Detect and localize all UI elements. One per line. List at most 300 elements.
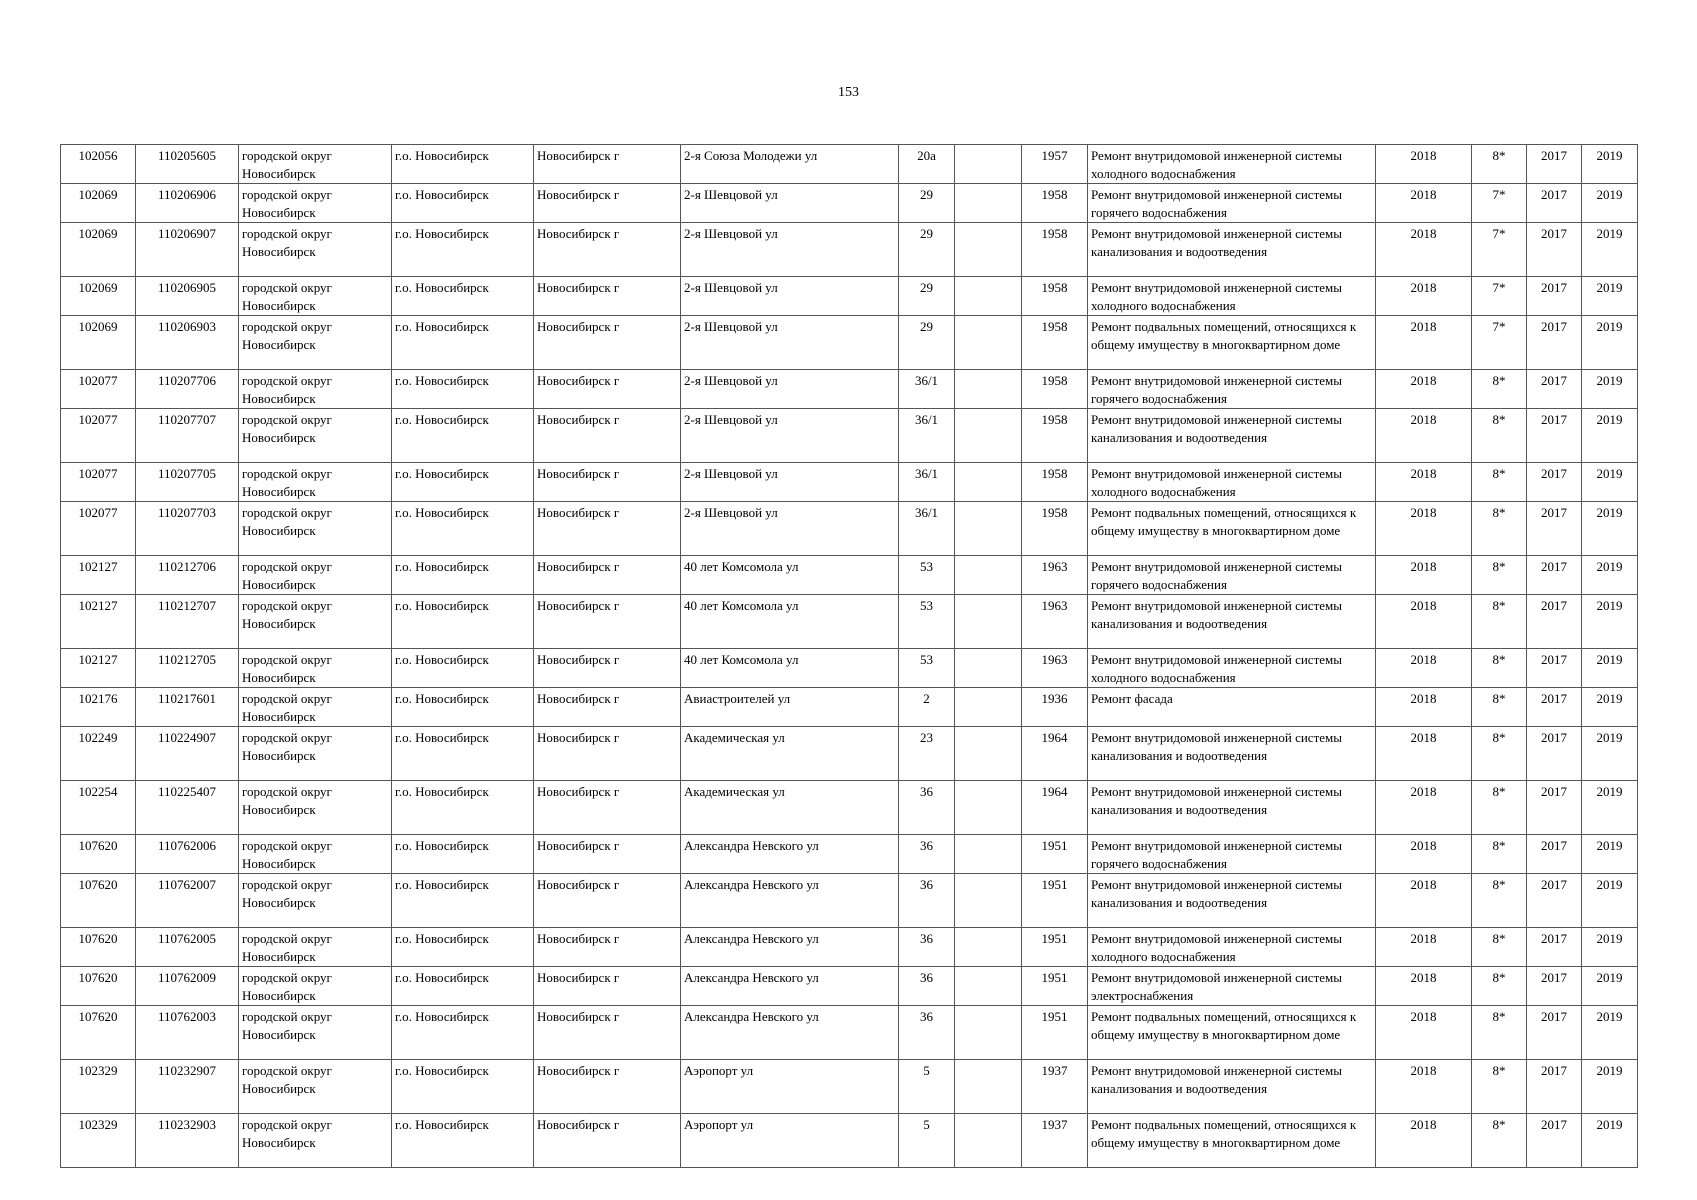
cell-municipality: г.о. Новосибирск: [392, 463, 534, 502]
cell-district: городской округ Новосибирск: [239, 223, 392, 277]
cell-plan-year: 2018: [1376, 727, 1472, 781]
cell-year-built: 1951: [1022, 928, 1088, 967]
cell-year-to: 2019: [1582, 502, 1638, 556]
cell-year-built: 1936: [1022, 688, 1088, 727]
cell-plan-year: 2018: [1376, 1006, 1472, 1060]
cell-year-from: 2017: [1527, 688, 1582, 727]
cell-work-type: Ремонт фасада: [1088, 688, 1376, 727]
cell-year-to: 2019: [1582, 1114, 1638, 1168]
cell-locality: Новосибирск г: [534, 835, 681, 874]
table-row: [61, 835, 1638, 874]
cell-year-built: 1958: [1022, 223, 1088, 277]
table-row: [61, 463, 1638, 502]
cell-priority: 8*: [1472, 1114, 1527, 1168]
cell-priority: 8*: [1472, 727, 1527, 781]
cell-work-type: Ремонт внутридомовой инженерной системы холодного водоснабжения: [1088, 463, 1376, 502]
cell-year-to: 2019: [1582, 409, 1638, 463]
cell-work-type: Ремонт внутридомовой инженерной системы канализования и водоотведения: [1088, 727, 1376, 781]
cell-id: 102127: [61, 556, 136, 595]
cell-municipality: г.о. Новосибирск: [392, 184, 534, 223]
cell-district: городской округ Новосибирск: [239, 688, 392, 727]
cell-street: 2-я Шевцовой ул: [681, 409, 899, 463]
table-row: [61, 1060, 1638, 1114]
cell-id: 102077: [61, 370, 136, 409]
cell-house: 53: [899, 649, 955, 688]
cell-year-from: 2017: [1527, 781, 1582, 835]
cell-year-from: 2017: [1527, 967, 1582, 1006]
cell-year-to: 2019: [1582, 277, 1638, 316]
cell-district: городской округ Новосибирск: [239, 145, 392, 184]
cell-municipality: г.о. Новосибирск: [392, 928, 534, 967]
cell-plan-year: 2018: [1376, 874, 1472, 928]
cell-id: 102069: [61, 223, 136, 277]
cell-house: 36/1: [899, 463, 955, 502]
cell-district: городской округ Новосибирск: [239, 874, 392, 928]
cell-year-from: 2017: [1527, 145, 1582, 184]
cell-locality: Новосибирск г: [534, 502, 681, 556]
cell-house: 53: [899, 595, 955, 649]
cell-code: 110212706: [136, 556, 239, 595]
cell-district: городской округ Новосибирск: [239, 1060, 392, 1114]
cell-district: городской округ Новосибирск: [239, 1114, 392, 1168]
cell-district: городской округ Новосибирск: [239, 556, 392, 595]
cell-street: 2-я Шевцовой ул: [681, 370, 899, 409]
cell-priority: 8*: [1472, 688, 1527, 727]
cell-year-built: 1951: [1022, 967, 1088, 1006]
cell-priority: 8*: [1472, 928, 1527, 967]
cell-locality: Новосибирск г: [534, 145, 681, 184]
cell-extra: [955, 928, 1022, 967]
cell-extra: [955, 145, 1022, 184]
cell-id: 102329: [61, 1060, 136, 1114]
cell-street: Академическая ул: [681, 727, 899, 781]
cell-locality: Новосибирск г: [534, 409, 681, 463]
cell-street: 2-я Шевцовой ул: [681, 316, 899, 370]
table-row: [61, 1006, 1638, 1060]
cell-work-type: Ремонт внутридомовой инженерной системы электроснабжения: [1088, 967, 1376, 1006]
cell-year-from: 2017: [1527, 409, 1582, 463]
cell-work-type: Ремонт внутридомовой инженерной системы канализования и водоотведения: [1088, 409, 1376, 463]
cell-district: городской округ Новосибирск: [239, 595, 392, 649]
cell-district: городской округ Новосибирск: [239, 316, 392, 370]
cell-street: Александра Невского ул: [681, 835, 899, 874]
cell-code: 110207703: [136, 502, 239, 556]
cell-street: 2-я Шевцовой ул: [681, 184, 899, 223]
cell-street: 40 лет Комсомола ул: [681, 649, 899, 688]
cell-house: 36: [899, 781, 955, 835]
cell-code: 110762006: [136, 835, 239, 874]
cell-municipality: г.о. Новосибирск: [392, 649, 534, 688]
cell-locality: Новосибирск г: [534, 967, 681, 1006]
cell-street: Александра Невского ул: [681, 967, 899, 1006]
cell-district: городской округ Новосибирск: [239, 277, 392, 316]
cell-street: Александра Невского ул: [681, 874, 899, 928]
cell-house: 36: [899, 1006, 955, 1060]
cell-year-from: 2017: [1527, 277, 1582, 316]
cell-year-from: 2017: [1527, 184, 1582, 223]
cell-house: 36: [899, 928, 955, 967]
cell-year-built: 1951: [1022, 835, 1088, 874]
table-row: [61, 781, 1638, 835]
cell-year-built: 1958: [1022, 502, 1088, 556]
cell-code: 110212707: [136, 595, 239, 649]
cell-code: 110762005: [136, 928, 239, 967]
cell-district: городской округ Новосибирск: [239, 370, 392, 409]
cell-locality: Новосибирск г: [534, 1060, 681, 1114]
cell-municipality: г.о. Новосибирск: [392, 409, 534, 463]
table-row: [61, 409, 1638, 463]
cell-year-built: 1963: [1022, 649, 1088, 688]
table-row: [61, 316, 1638, 370]
cell-house: 29: [899, 277, 955, 316]
cell-id: 102329: [61, 1114, 136, 1168]
cell-street: 2-я Шевцовой ул: [681, 463, 899, 502]
cell-locality: Новосибирск г: [534, 184, 681, 223]
cell-extra: [955, 184, 1022, 223]
cell-year-to: 2019: [1582, 556, 1638, 595]
cell-year-to: 2019: [1582, 145, 1638, 184]
cell-district: городской округ Новосибирск: [239, 835, 392, 874]
cell-year-built: 1958: [1022, 277, 1088, 316]
cell-year-from: 2017: [1527, 835, 1582, 874]
cell-year-from: 2017: [1527, 595, 1582, 649]
cell-district: городской округ Новосибирск: [239, 727, 392, 781]
cell-code: 110206907: [136, 223, 239, 277]
cell-year-to: 2019: [1582, 727, 1638, 781]
cell-municipality: г.о. Новосибирск: [392, 502, 534, 556]
cell-id: 102077: [61, 463, 136, 502]
cell-municipality: г.о. Новосибирск: [392, 835, 534, 874]
table-row: [61, 277, 1638, 316]
cell-locality: Новосибирск г: [534, 556, 681, 595]
cell-plan-year: 2018: [1376, 1114, 1472, 1168]
cell-code: 110217601: [136, 688, 239, 727]
cell-house: 36: [899, 967, 955, 1006]
cell-year-built: 1963: [1022, 595, 1088, 649]
cell-locality: Новосибирск г: [534, 463, 681, 502]
cell-locality: Новосибирск г: [534, 688, 681, 727]
cell-id: 102069: [61, 184, 136, 223]
cell-plan-year: 2018: [1376, 1060, 1472, 1114]
cell-plan-year: 2018: [1376, 595, 1472, 649]
cell-extra: [955, 316, 1022, 370]
cell-id: 107620: [61, 835, 136, 874]
cell-street: 2-я Шевцовой ул: [681, 223, 899, 277]
table-row: [61, 145, 1638, 184]
cell-year-built: 1964: [1022, 727, 1088, 781]
cell-extra: [955, 727, 1022, 781]
table-row: [61, 502, 1638, 556]
cell-locality: Новосибирск г: [534, 370, 681, 409]
cell-district: городской округ Новосибирск: [239, 967, 392, 1006]
cell-year-built: 1937: [1022, 1060, 1088, 1114]
cell-house: 36: [899, 835, 955, 874]
cell-priority: 8*: [1472, 835, 1527, 874]
cell-extra: [955, 595, 1022, 649]
cell-year-from: 2017: [1527, 1060, 1582, 1114]
cell-locality: Новосибирск г: [534, 727, 681, 781]
cell-municipality: г.о. Новосибирск: [392, 595, 534, 649]
cell-work-type: Ремонт внутридомовой инженерной системы холодного водоснабжения: [1088, 145, 1376, 184]
table-row: [61, 370, 1638, 409]
table-row: [61, 874, 1638, 928]
cell-year-to: 2019: [1582, 967, 1638, 1006]
cell-work-type: Ремонт подвальных помещений, относящихся к общему имуществу в многоквартирном доме: [1088, 1006, 1376, 1060]
cell-code: 110206903: [136, 316, 239, 370]
table-row: [61, 688, 1638, 727]
cell-plan-year: 2018: [1376, 370, 1472, 409]
cell-priority: 8*: [1472, 502, 1527, 556]
cell-priority: 7*: [1472, 223, 1527, 277]
cell-work-type: Ремонт подвальных помещений, относящихся к общему имуществу в многоквартирном доме: [1088, 1114, 1376, 1168]
cell-priority: 7*: [1472, 184, 1527, 223]
table-row: [61, 595, 1638, 649]
cell-plan-year: 2018: [1376, 223, 1472, 277]
cell-id: 107620: [61, 1006, 136, 1060]
cell-municipality: г.о. Новосибирск: [392, 1006, 534, 1060]
cell-year-built: 1958: [1022, 409, 1088, 463]
cell-year-from: 2017: [1527, 1114, 1582, 1168]
cell-year-built: 1951: [1022, 1006, 1088, 1060]
cell-priority: 8*: [1472, 595, 1527, 649]
cell-locality: Новосибирск г: [534, 223, 681, 277]
cell-year-built: 1958: [1022, 463, 1088, 502]
cell-priority: 8*: [1472, 1006, 1527, 1060]
cell-extra: [955, 1006, 1022, 1060]
cell-id: 102254: [61, 781, 136, 835]
cell-id: 107620: [61, 967, 136, 1006]
cell-street: 40 лет Комсомола ул: [681, 556, 899, 595]
cell-extra: [955, 370, 1022, 409]
cell-municipality: г.о. Новосибирск: [392, 145, 534, 184]
cell-code: 110206906: [136, 184, 239, 223]
cell-code: 110207706: [136, 370, 239, 409]
cell-year-to: 2019: [1582, 463, 1638, 502]
cell-extra: [955, 835, 1022, 874]
cell-year-built: 1958: [1022, 316, 1088, 370]
cell-code: 110762003: [136, 1006, 239, 1060]
cell-extra: [955, 277, 1022, 316]
cell-extra: [955, 967, 1022, 1006]
cell-house: 29: [899, 223, 955, 277]
cell-locality: Новосибирск г: [534, 649, 681, 688]
cell-year-from: 2017: [1527, 370, 1582, 409]
cell-plan-year: 2018: [1376, 688, 1472, 727]
cell-municipality: г.о. Новосибирск: [392, 223, 534, 277]
cell-locality: Новосибирск г: [534, 595, 681, 649]
cell-year-to: 2019: [1582, 781, 1638, 835]
cell-year-to: 2019: [1582, 316, 1638, 370]
cell-priority: 7*: [1472, 316, 1527, 370]
cell-extra: [955, 649, 1022, 688]
cell-house: 36/1: [899, 502, 955, 556]
cell-year-to: 2019: [1582, 649, 1638, 688]
cell-year-to: 2019: [1582, 688, 1638, 727]
cell-year-to: 2019: [1582, 595, 1638, 649]
cell-plan-year: 2018: [1376, 781, 1472, 835]
cell-house: 36/1: [899, 409, 955, 463]
cell-code: 110225407: [136, 781, 239, 835]
cell-id: 102127: [61, 595, 136, 649]
cell-municipality: г.о. Новосибирск: [392, 1060, 534, 1114]
cell-id: 102127: [61, 649, 136, 688]
cell-district: городской округ Новосибирск: [239, 409, 392, 463]
cell-id: 102056: [61, 145, 136, 184]
cell-house: 29: [899, 316, 955, 370]
cell-work-type: Ремонт внутридомовой инженерной системы горячего водоснабжения: [1088, 835, 1376, 874]
cell-year-built: 1958: [1022, 184, 1088, 223]
cell-work-type: Ремонт внутридомовой инженерной системы горячего водоснабжения: [1088, 370, 1376, 409]
cell-code: 110762007: [136, 874, 239, 928]
cell-extra: [955, 1114, 1022, 1168]
cell-year-to: 2019: [1582, 184, 1638, 223]
table-body: [61, 145, 1638, 1168]
cell-year-to: 2019: [1582, 874, 1638, 928]
cell-year-from: 2017: [1527, 649, 1582, 688]
table-row: [61, 727, 1638, 781]
cell-year-to: 2019: [1582, 835, 1638, 874]
cell-district: городской округ Новосибирск: [239, 184, 392, 223]
cell-year-built: 1963: [1022, 556, 1088, 595]
cell-year-built: 1964: [1022, 781, 1088, 835]
cell-extra: [955, 556, 1022, 595]
cell-priority: 8*: [1472, 967, 1527, 1006]
cell-code: 110232907: [136, 1060, 239, 1114]
cell-id: 107620: [61, 874, 136, 928]
cell-district: городской округ Новосибирск: [239, 463, 392, 502]
cell-code: 110205605: [136, 145, 239, 184]
cell-id: 102077: [61, 409, 136, 463]
cell-code: 110207707: [136, 409, 239, 463]
cell-id: 102176: [61, 688, 136, 727]
cell-work-type: Ремонт внутридомовой инженерной системы канализования и водоотведения: [1088, 223, 1376, 277]
cell-work-type: Ремонт внутридомовой инженерной системы холодного водоснабжения: [1088, 277, 1376, 316]
cell-plan-year: 2018: [1376, 556, 1472, 595]
table-row: [61, 556, 1638, 595]
cell-year-from: 2017: [1527, 928, 1582, 967]
cell-plan-year: 2018: [1376, 277, 1472, 316]
cell-street: Александра Невского ул: [681, 928, 899, 967]
cell-extra: [955, 781, 1022, 835]
cell-priority: 7*: [1472, 277, 1527, 316]
cell-id: 102249: [61, 727, 136, 781]
cell-street: Авиастроителей ул: [681, 688, 899, 727]
cell-house: 36/1: [899, 370, 955, 409]
cell-code: 110212705: [136, 649, 239, 688]
cell-year-from: 2017: [1527, 556, 1582, 595]
cell-extra: [955, 874, 1022, 928]
cell-work-type: Ремонт подвальных помещений, относящихся к общему имуществу в многоквартирном доме: [1088, 316, 1376, 370]
cell-locality: Новосибирск г: [534, 874, 681, 928]
cell-municipality: г.о. Новосибирск: [392, 277, 534, 316]
cell-extra: [955, 502, 1022, 556]
cell-year-from: 2017: [1527, 223, 1582, 277]
cell-municipality: г.о. Новосибирск: [392, 874, 534, 928]
cell-district: городской округ Новосибирск: [239, 502, 392, 556]
cell-municipality: г.о. Новосибирск: [392, 781, 534, 835]
cell-priority: 8*: [1472, 649, 1527, 688]
cell-extra: [955, 1060, 1022, 1114]
cell-id: 107620: [61, 928, 136, 967]
table-row: [61, 184, 1638, 223]
cell-municipality: г.о. Новосибирск: [392, 370, 534, 409]
cell-year-from: 2017: [1527, 316, 1582, 370]
cell-year-built: 1937: [1022, 1114, 1088, 1168]
table-row: [61, 967, 1638, 1006]
cell-year-from: 2017: [1527, 463, 1582, 502]
cell-street: 2-я Шевцовой ул: [681, 277, 899, 316]
cell-priority: 8*: [1472, 1060, 1527, 1114]
cell-code: 110224907: [136, 727, 239, 781]
cell-priority: 8*: [1472, 409, 1527, 463]
cell-street: 40 лет Комсомола ул: [681, 595, 899, 649]
cell-year-from: 2017: [1527, 1006, 1582, 1060]
cell-district: городской округ Новосибирск: [239, 928, 392, 967]
cell-extra: [955, 688, 1022, 727]
cell-year-built: 1951: [1022, 874, 1088, 928]
cell-id: 102069: [61, 277, 136, 316]
cell-year-built: 1958: [1022, 370, 1088, 409]
cell-house: 5: [899, 1060, 955, 1114]
cell-street: Аэропорт ул: [681, 1060, 899, 1114]
cell-plan-year: 2018: [1376, 145, 1472, 184]
cell-municipality: г.о. Новосибирск: [392, 967, 534, 1006]
cell-house: 20а: [899, 145, 955, 184]
cell-year-from: 2017: [1527, 874, 1582, 928]
cell-priority: 8*: [1472, 463, 1527, 502]
cell-work-type: Ремонт внутридомовой инженерной системы канализования и водоотведения: [1088, 595, 1376, 649]
cell-district: городской округ Новосибирск: [239, 781, 392, 835]
cell-house: 53: [899, 556, 955, 595]
cell-priority: 8*: [1472, 781, 1527, 835]
cell-priority: 8*: [1472, 145, 1527, 184]
cell-locality: Новосибирск г: [534, 781, 681, 835]
cell-plan-year: 2018: [1376, 835, 1472, 874]
cell-priority: 8*: [1472, 370, 1527, 409]
cell-locality: Новосибирск г: [534, 1006, 681, 1060]
cell-municipality: г.о. Новосибирск: [392, 727, 534, 781]
cell-year-to: 2019: [1582, 928, 1638, 967]
cell-year-built: 1957: [1022, 145, 1088, 184]
cell-municipality: г.о. Новосибирск: [392, 316, 534, 370]
cell-locality: Новосибирск г: [534, 1114, 681, 1168]
cell-plan-year: 2018: [1376, 409, 1472, 463]
cell-plan-year: 2018: [1376, 463, 1472, 502]
cell-locality: Новосибирск г: [534, 316, 681, 370]
cell-code: 110232903: [136, 1114, 239, 1168]
cell-code: 110762009: [136, 967, 239, 1006]
table-row: [61, 1114, 1638, 1168]
cell-extra: [955, 223, 1022, 277]
cell-work-type: Ремонт внутридомовой инженерной системы горячего водоснабжения: [1088, 556, 1376, 595]
cell-district: городской округ Новосибирск: [239, 649, 392, 688]
cell-street: Аэропорт ул: [681, 1114, 899, 1168]
cell-plan-year: 2018: [1376, 649, 1472, 688]
page-number: 153: [838, 85, 859, 100]
cell-plan-year: 2018: [1376, 502, 1472, 556]
cell-work-type: Ремонт внутридомовой инженерной системы канализования и водоотведения: [1088, 781, 1376, 835]
cell-priority: 8*: [1472, 874, 1527, 928]
cell-year-to: 2019: [1582, 1060, 1638, 1114]
cell-municipality: г.о. Новосибирск: [392, 1114, 534, 1168]
cell-work-type: Ремонт внутридомовой инженерной системы канализования и водоотведения: [1088, 1060, 1376, 1114]
cell-work-type: Ремонт подвальных помещений, относящихся к общему имуществу в многоквартирном доме: [1088, 502, 1376, 556]
cell-house: 29: [899, 184, 955, 223]
cell-municipality: г.о. Новосибирск: [392, 556, 534, 595]
cell-street: Академическая ул: [681, 781, 899, 835]
repair-registry-table: [60, 144, 1638, 1168]
cell-work-type: Ремонт внутридомовой инженерной системы холодного водоснабжения: [1088, 928, 1376, 967]
